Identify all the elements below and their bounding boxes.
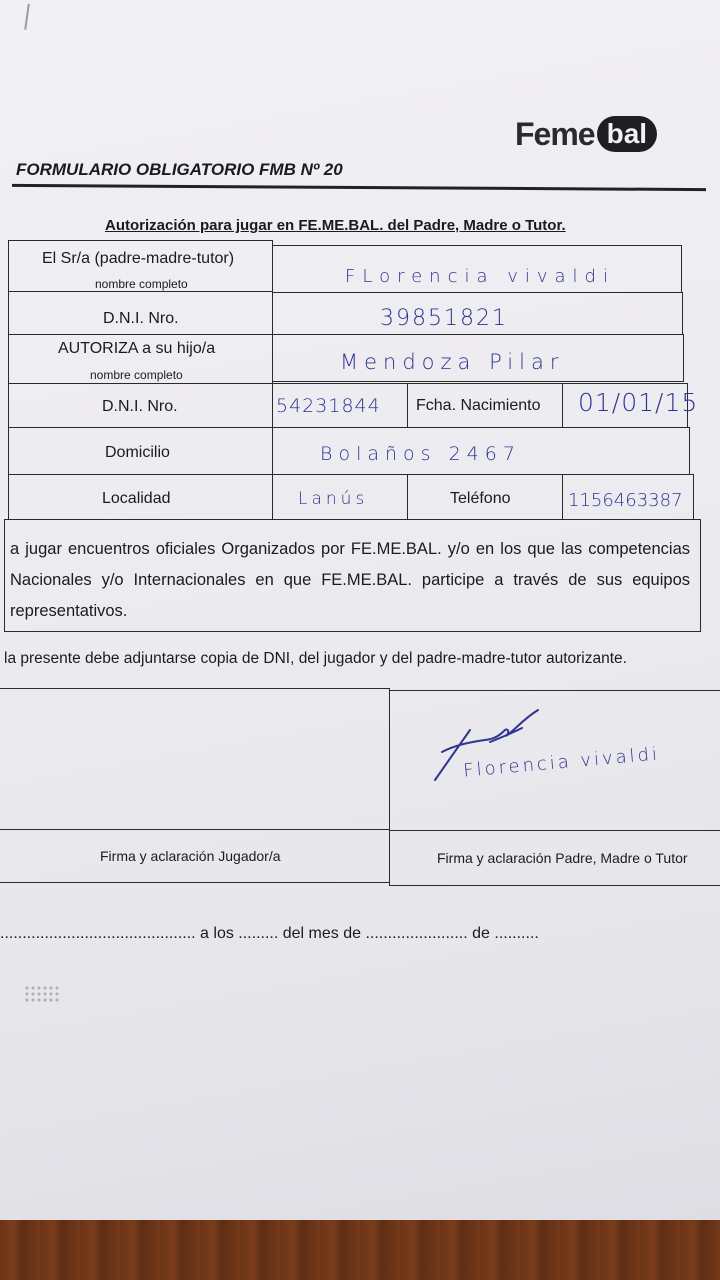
birth-label: Fcha. Nacimiento bbox=[416, 397, 541, 414]
logo-pill: bal bbox=[597, 116, 657, 152]
child-dni-value: 54231844 bbox=[276, 395, 381, 417]
child-sub-label: nombre completo bbox=[90, 368, 183, 382]
player-signature-label: Firma y aclaración Jugador/a bbox=[100, 848, 281, 864]
parent-dni-value: 39851821 bbox=[380, 306, 508, 331]
parent-signature-name: Florencia vivaldi bbox=[462, 743, 661, 782]
wooden-table-surface bbox=[0, 1220, 720, 1280]
pen-mark bbox=[24, 4, 33, 30]
form-subtitle: Autorización para jugar en FE.ME.BAL. del Padre, Madre o Tutor. bbox=[105, 217, 566, 234]
phone-value: 1156463387 bbox=[568, 490, 683, 511]
child-dni-label: D.N.I. Nro. bbox=[102, 398, 178, 415]
date-line: ............................................ a los ......... del mes de ....................... de .......... bbox=[0, 925, 539, 942]
logo-text: Feme bbox=[515, 115, 595, 152]
parent-sub-label: nombre completo bbox=[95, 277, 188, 291]
child-label: AUTORIZA a su hijo/a bbox=[58, 340, 216, 357]
femebal-logo bbox=[515, 114, 657, 154]
city-value: Lanús bbox=[298, 489, 369, 509]
dni-note: la presente debe adjuntarse copia de DNI, del jugador y del padre-madre-tutor autorizante. bbox=[4, 650, 627, 667]
parent-signature-label: Firma y aclaración Padre, Madre o Tutor bbox=[437, 850, 688, 866]
child-name-value: Mendoza Pilar bbox=[340, 350, 565, 374]
form-title: FORMULARIO OBLIGATORIO FMB Nº 20 bbox=[16, 160, 343, 179]
address-label: Domicilio bbox=[105, 444, 170, 461]
birth-date-value: 01/01/15 bbox=[578, 388, 699, 417]
player-signature-box bbox=[0, 688, 390, 830]
title-divider bbox=[12, 184, 706, 191]
phone-label: Teléfono bbox=[450, 490, 511, 507]
city-label: Localidad bbox=[102, 490, 171, 507]
parent-dni-label: D.N.I. Nro. bbox=[103, 310, 179, 327]
terms-paragraph: a jugar encuentros oficiales Organizados por FE.ME.BAL. y/o en los que las competencias Nacionales y/o Internacionales en que FE.ME.BAL. participe a través de sus equipos representativos. bbox=[10, 540, 690, 620]
parent-label: El Sr/a (padre-madre-tutor) bbox=[42, 250, 235, 267]
smudge-mark bbox=[24, 985, 60, 1003]
address-value: Bolaños 2467 bbox=[320, 443, 521, 465]
parent-name-value: FLorencia vivaldi bbox=[345, 266, 615, 287]
